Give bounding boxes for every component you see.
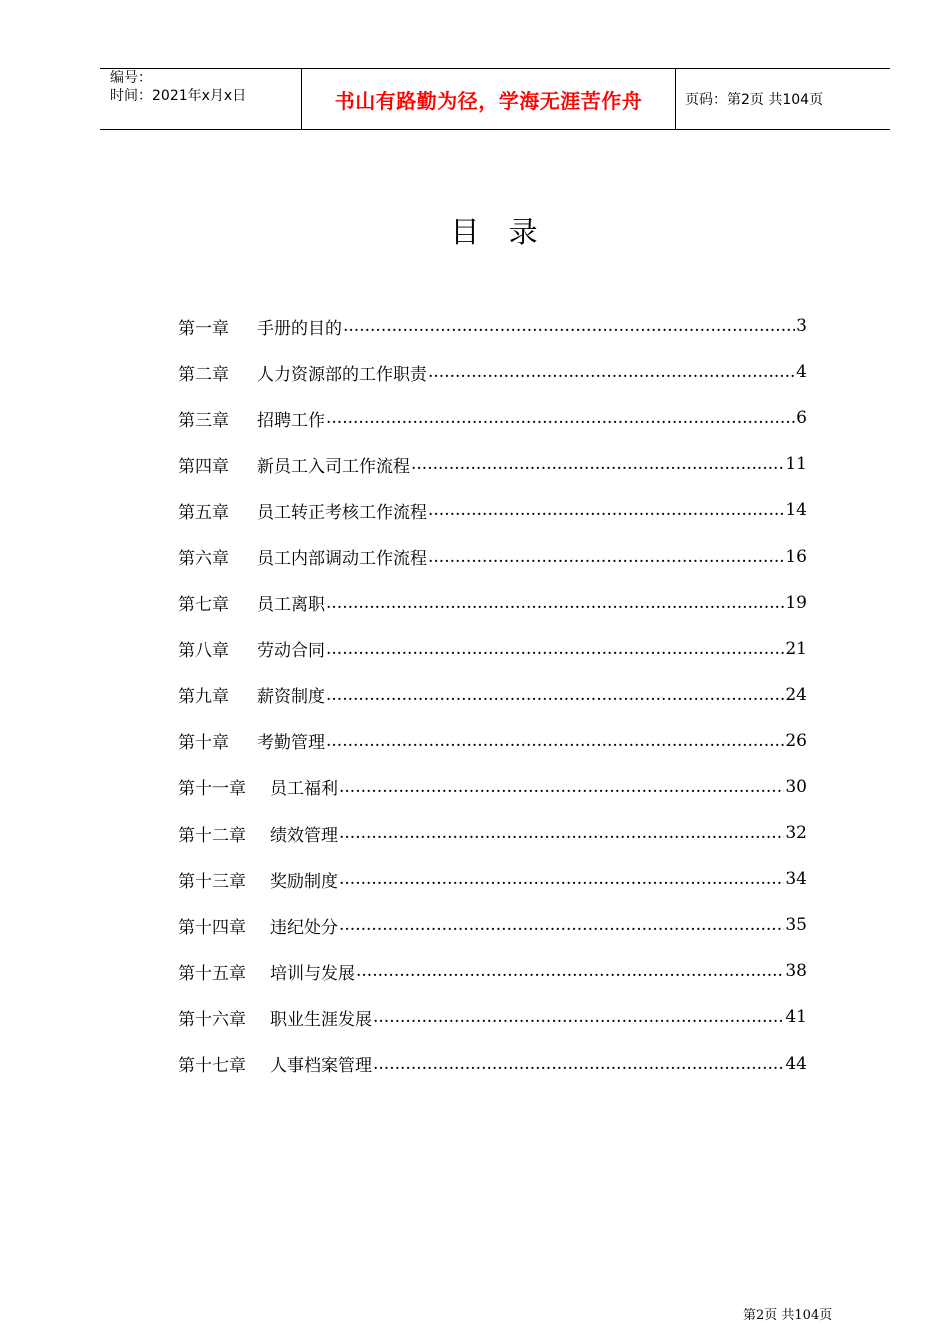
code-label: 编号： — [110, 70, 152, 86]
toc-chapter-number: 第十七章 — [178, 1056, 246, 1077]
toc-page-number: 6 — [796, 408, 807, 429]
toc-chapter-number: 第十三章 — [178, 871, 246, 892]
toc-chapter-title: 人事档案管理 — [270, 1056, 372, 1077]
toc-dot-leader — [428, 362, 795, 382]
toc-entry[interactable] — [178, 487, 807, 533]
toc-chapter-title: 薪资制度 — [257, 687, 325, 708]
toc-page-number: 24 — [785, 684, 807, 705]
toc-chapter-number: 第十五章 — [178, 963, 246, 984]
toc-chapter-title: 员工福利 — [270, 779, 338, 800]
toc-dot-leader — [326, 408, 795, 428]
toc-entry[interactable] — [178, 856, 807, 902]
header-page-label: 页码：第2页 共104页 — [685, 92, 824, 108]
toc-chapter-title: 手册的目的 — [257, 318, 342, 339]
toc-entry[interactable] — [178, 349, 807, 395]
toc-chapter-number: 第六章 — [178, 549, 229, 570]
toc-dot-leader — [428, 547, 784, 567]
toc-dot-leader — [373, 1007, 784, 1027]
toc-chapter-title: 新员工入司工作流程 — [257, 456, 410, 477]
toc-dot-leader — [339, 777, 784, 797]
toc-chapter-number: 第十章 — [178, 733, 229, 754]
toc-entry[interactable] — [178, 994, 807, 1040]
toc-entry[interactable] — [178, 533, 807, 579]
toc-dot-leader — [356, 961, 784, 981]
toc-chapter-number: 第十四章 — [178, 917, 246, 938]
toc-page-number: 32 — [785, 823, 807, 844]
page-header — [100, 68, 890, 130]
toc-chapter-number: 第二章 — [178, 364, 229, 385]
toc-dot-leader — [428, 500, 784, 520]
toc-entry[interactable] — [178, 948, 807, 994]
toc-entry[interactable] — [178, 764, 807, 810]
toc-chapter-number: 第五章 — [178, 502, 229, 523]
toc-chapter-title: 人力资源部的工作职责 — [257, 364, 427, 385]
toc-chapter-number: 第十一章 — [178, 779, 246, 800]
page-footer: 第2页 共104页 — [743, 1308, 833, 1323]
toc-chapter-number: 第四章 — [178, 456, 229, 477]
toc-chapter-title: 考勤管理 — [257, 733, 325, 754]
toc-dot-leader — [326, 593, 784, 613]
toc-chapter-title: 奖励制度 — [270, 871, 338, 892]
toc-chapter-title: 员工内部调动工作流程 — [257, 549, 427, 570]
toc-entry[interactable] — [178, 303, 807, 349]
toc-chapter-number: 第十二章 — [178, 825, 246, 846]
toc-chapter-number: 第八章 — [178, 641, 229, 662]
toc-dot-leader — [339, 869, 784, 889]
toc-page-number: 14 — [785, 500, 807, 521]
toc-chapter-number: 第一章 — [178, 318, 229, 339]
toc-page-number: 16 — [785, 546, 807, 567]
toc-page-number: 11 — [785, 454, 807, 475]
toc-dot-leader — [326, 639, 784, 659]
toc-page-number: 41 — [785, 1007, 807, 1028]
toc-chapter-title: 劳动合同 — [257, 641, 325, 662]
toc-dot-leader — [373, 1054, 784, 1074]
header-meta — [100, 69, 302, 129]
toc-entry[interactable] — [178, 902, 807, 948]
toc-chapter-title: 员工转正考核工作流程 — [257, 502, 427, 523]
toc-entry[interactable] — [178, 580, 807, 626]
toc-page-number: 34 — [785, 869, 807, 890]
toc-chapter-number: 第九章 — [178, 687, 229, 708]
toc-chapter-number: 第十六章 — [178, 1009, 246, 1030]
toc-chapter-title: 招聘工作 — [257, 410, 325, 431]
page-title: 目 录 — [450, 215, 548, 249]
header-motto: 书山有路勤为径，学海无涯苦作舟 — [302, 69, 676, 129]
toc-dot-leader — [411, 454, 784, 474]
toc-chapter-number: 第三章 — [178, 410, 229, 431]
time-label: 时间：2021年x月x日 — [110, 88, 247, 104]
toc-page-number: 19 — [785, 592, 807, 613]
toc-page-number: 38 — [785, 961, 807, 982]
toc-dot-leader — [326, 685, 784, 705]
toc-page-number: 26 — [785, 730, 807, 751]
toc-entry[interactable] — [178, 718, 807, 764]
toc-page-number: 30 — [785, 776, 807, 797]
table-of-contents — [178, 303, 807, 1087]
toc-dot-leader — [343, 316, 795, 336]
toc-chapter-title: 绩效管理 — [270, 825, 338, 846]
toc-chapter-title: 培训与发展 — [270, 963, 355, 984]
toc-entry[interactable] — [178, 441, 807, 487]
toc-chapter-title: 员工离职 — [257, 595, 325, 616]
toc-page-number: 21 — [785, 638, 807, 659]
toc-chapter-title: 职业生涯发展 — [270, 1009, 372, 1030]
toc-chapter-title: 违纪处分 — [270, 917, 338, 938]
toc-entry[interactable] — [178, 395, 807, 441]
toc-entry[interactable] — [178, 672, 807, 718]
toc-page-number: 35 — [785, 915, 807, 936]
toc-page-number: 3 — [796, 316, 807, 337]
toc-chapter-number: 第七章 — [178, 595, 229, 616]
toc-dot-leader — [339, 915, 784, 935]
toc-dot-leader — [339, 823, 784, 843]
toc-entry[interactable] — [178, 1041, 807, 1087]
toc-dot-leader — [326, 731, 784, 751]
toc-entry[interactable] — [178, 810, 807, 856]
toc-page-number: 44 — [785, 1053, 807, 1074]
toc-entry[interactable] — [178, 626, 807, 672]
toc-page-number: 4 — [796, 362, 807, 383]
